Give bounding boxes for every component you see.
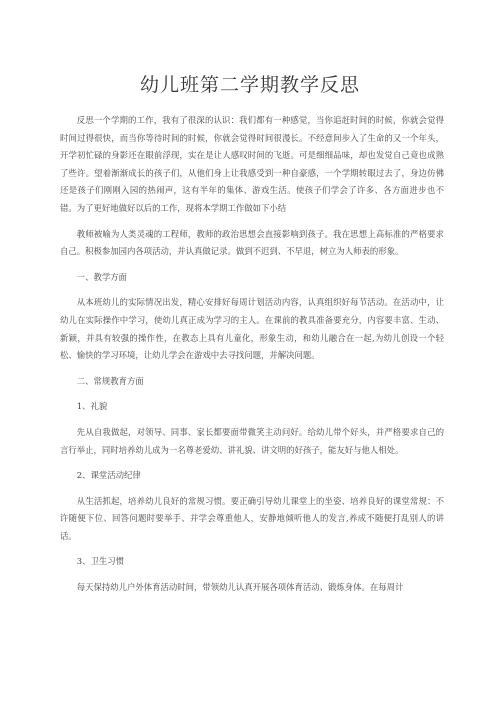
document-body <box>60 112 444 597</box>
paragraph-teaching: 从本班幼儿的实际情况出发，精心安排好每周计划活动内容，认真组织好每节活动。在活动中，让幼儿在实际操作中学习，使幼儿真正成为学习的主人。在课前的教具准备要充分，内容要丰富、生动、新颖，并具有较强的操作性，在教态上具有儿童化，形象生动，和幼儿融合在一起,为幼儿创设一个轻松、愉快的学习环境，让幼儿学会在游戏中去寻找问题，并解决问题。 <box>60 297 444 361</box>
subheading-classroom-discipline: 2、课堂活动纪律 <box>76 470 141 481</box>
paragraph-classroom-discipline: 从生活抓起，培养幼儿良好的常规习惯。要正确引导幼儿课堂上的坐姿、培养良好的课堂常规：不许随便下位、回答问题时要举手、并学会尊重他人，安静地倾听他人的发言,养成不随便打乱别人的讲话。 <box>60 495 444 541</box>
paragraph-teacher-role: 教师被喻为人类灵魂的工程师，教师的政治思想会直接影响到孩子。我在思想上高标准的严格要求自己。积极参加园内各项活动，并认真做记录。做到不迟到、不早退，树立为人师表的形象。 <box>60 228 444 257</box>
document-title: 幼儿班第二学期教学反思 <box>139 74 360 96</box>
paragraph-intro: 反思一个学期的工作，我有了很深的认识：我们都有一种感觉，当你追赶时间的时候，你就会觉得时间过得很快，而当你等待时间的时候，你就会觉得时间很漫长。不经意间步入了生命的又一个年头，开学初忙碌的身影还在眼前浮现，实在是让人感叹时间的飞逝。可是细细品味，却也发觉自己竟也成熟了些许。望着渐渐成长的孩子们，从他们身上让我感受到一种自豪感，一个学期转眼过去了，身边仿佛还是孩子们刚刚入园的热闹声，这有半年的集体、游戏生活。使孩子们学会了许多、各方面进步也不错。为了更好地做好以后的工作，现将本学期工作做如下小结 <box>60 115 444 213</box>
paragraph-manners: 先从自我做起，对领导、同事、家长都要面带微笑主动问好。给幼儿带个好头，并严格要求自己的言行举止，同时培养幼儿成为一名尊老爱幼、讲礼貌、讲文明的好孩子，能友好与他人相处。 <box>60 426 444 455</box>
subheading-hygiene: 3、卫生习惯 <box>76 556 124 567</box>
section-heading-teaching: 一、教学方面 <box>76 271 128 282</box>
section-heading-routine: 二、常规教育方面 <box>76 375 144 386</box>
subheading-manners: 1、礼貌 <box>76 401 108 412</box>
paragraph-hygiene: 每天保持幼儿户外体育活动时间，带领幼儿认真开展各项体育活动、锻炼身体。在每周计 <box>76 582 404 593</box>
